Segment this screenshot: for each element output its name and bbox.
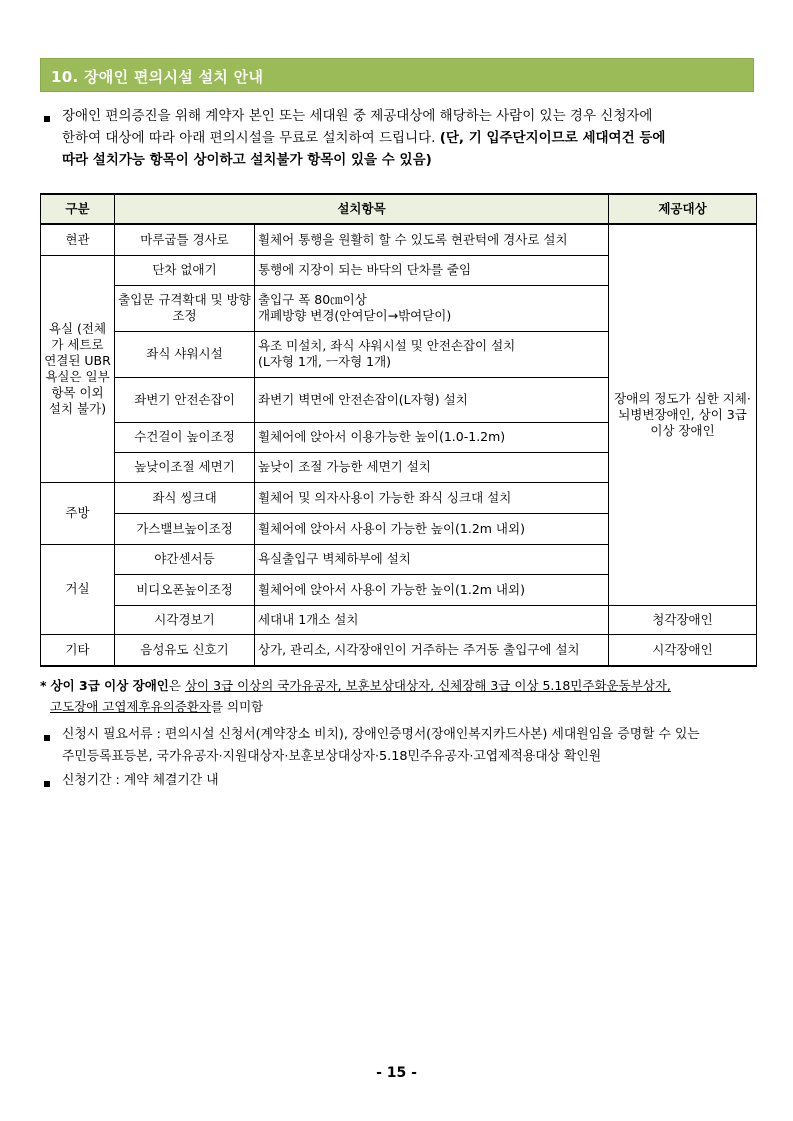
item-name: 높낮이조절 세면기 [115,452,255,482]
bullet-icon [44,781,50,787]
category-etc: 기타 [41,634,115,666]
header-item: 설치항목 [115,194,609,224]
item-desc: 통행에 지장이 되는 바닥의 단차를 줄임 [255,255,609,285]
item-desc: 욕실출입구 벽체하부에 설치 [255,544,609,574]
item-desc [255,285,609,331]
item-desc: 휠체어에 앉아서 사용이 가능한 높이(1.2m 내외) [255,574,609,605]
section-header [40,58,754,92]
section-title: 10. 장애인 편의시설 설치 안내 [51,68,264,86]
category-living: 거실 [41,544,115,634]
footnote-label: 상이 3급 이상 장애인 [50,678,169,693]
category-entrance: 현관 [41,224,115,255]
intro-line-3 [62,149,762,171]
category-bath: 욕실 (전체가 세트로 연결된 UBR 욕실은 일부 항목 이외 설치 불가) [41,255,115,482]
intro-line-1: 장애인 편의증진을 위해 계약자 본인 또는 세대원 중 제공대상에 해당하는 사람이 있는 경우 신청자에 [62,108,653,124]
table-row [41,634,757,666]
footnote-mark: * [40,678,47,693]
bullet-icon [44,116,50,122]
table-header-row [41,194,757,224]
item-desc-line: 욕조 미설치, 좌식 샤워시설 및 안전손잡이 설치 [258,338,516,353]
item-name: 야간센서등 [115,544,255,574]
item-desc: 세대내 1개소 설치 [255,605,609,634]
apply-docs [62,724,762,768]
footnote-line-2 [40,696,756,717]
intro-line-2-bold: (단, 기 입주단지이므로 세대여건 등에 [439,130,666,146]
table-row [41,605,757,634]
item-desc: 휠체어에 앉아서 사용이 가능한 높이(1.2m 내외) [255,513,609,544]
page-number: - 15 - [376,1065,417,1081]
apply-period: 신청기간 : 계약 체결기간 내 [62,773,219,788]
footnote-underlined-1: 상이 3급 이상의 국가유공자, 보훈보상대상자, 신체장해 3급 이상 5.18민주화운동부상자, [184,678,671,693]
header-target: 제공대상 [609,194,757,224]
intro-paragraph [62,105,762,171]
footnote-line-1 [40,675,756,696]
target-main: 장애의 정도가 심한 지체·뇌병변장애인, 상이 3급 이상 장애인 [609,224,757,605]
item-desc [255,331,609,377]
intro-line-3-bold: 따라 설치가능 항목이 상이하고 설치불가 항목이 있을 수 있음) [62,152,432,168]
intro-line-2 [62,127,762,149]
bullet-icon [44,735,50,741]
target-visual-alarm: 청각장애인 [609,605,757,634]
table-row [41,224,757,255]
item-name: 가스밸브높이조정 [115,513,255,544]
item-desc: 휠체어 및 의자사용이 가능한 좌식 싱크대 설치 [255,482,609,513]
facility-table [40,193,757,667]
item-name: 시각경보기 [115,605,255,634]
target-voice: 시각장애인 [609,634,757,666]
item-desc-line: 출입구 폭 80㎝이상 [258,292,367,307]
item-desc: 상가, 관리소, 시각장애인이 거주하는 주거동 출입구에 설치 [255,634,609,666]
item-name: 좌식 샤워시설 [115,331,255,377]
item-desc-line: (L자형 1개, ㅡ자형 1개) [258,354,392,369]
item-desc: 높낮이 조절 가능한 세면기 설치 [255,452,609,482]
footnote-label-suffix: 은 [168,678,185,693]
item-desc: 좌변기 벽면에 안전손잡이(L자형) 설치 [255,377,609,422]
footnote [40,675,756,717]
item-name: 좌식 씽크대 [115,482,255,513]
item-name: 음성유도 신호기 [115,634,255,666]
item-name: 수건걸이 높이조정 [115,422,255,452]
item-desc-line: 개폐방향 변경(안여닫이→밖여닫이) [258,308,452,323]
category-kitchen: 주방 [41,482,115,544]
item-name: 출입문 규격확대 및 방향 조정 [115,285,255,331]
item-name: 마루굽틀 경사로 [115,224,255,255]
item-desc: 휠체어에 앉아서 이용가능한 높이(1.0-1.2m) [255,422,609,452]
item-name: 좌변기 안전손잡이 [115,377,255,422]
item-name: 단차 없애기 [115,255,255,285]
footnote-underlined-2: 고도장애 고엽제후유의증환자 [50,699,211,714]
apply-docs-line-1: 신청시 필요서류 : 편의시설 신청서(계약장소 비치), 장애인증명서(장애인복지카드사본) 세대원임을 증명할 수 있는 [62,727,700,742]
item-name: 비디오폰높이조정 [115,574,255,605]
apply-docs-line-2: 주민등록표등본, 국가유공자·지원대상자·보훈보상대상자·5.18민주유공자·고엽제적용대상 확인원 [62,749,602,764]
header-category: 구분 [41,194,115,224]
footnote-end: 를 의미함 [210,699,264,714]
intro-line-2-plain: 한하여 대상에 따라 아래 편의시설을 무료로 설치하여 드립니다. [62,130,440,146]
item-desc: 휠체어 통행을 원활히 할 수 있도록 현관턱에 경사로 설치 [255,224,609,255]
